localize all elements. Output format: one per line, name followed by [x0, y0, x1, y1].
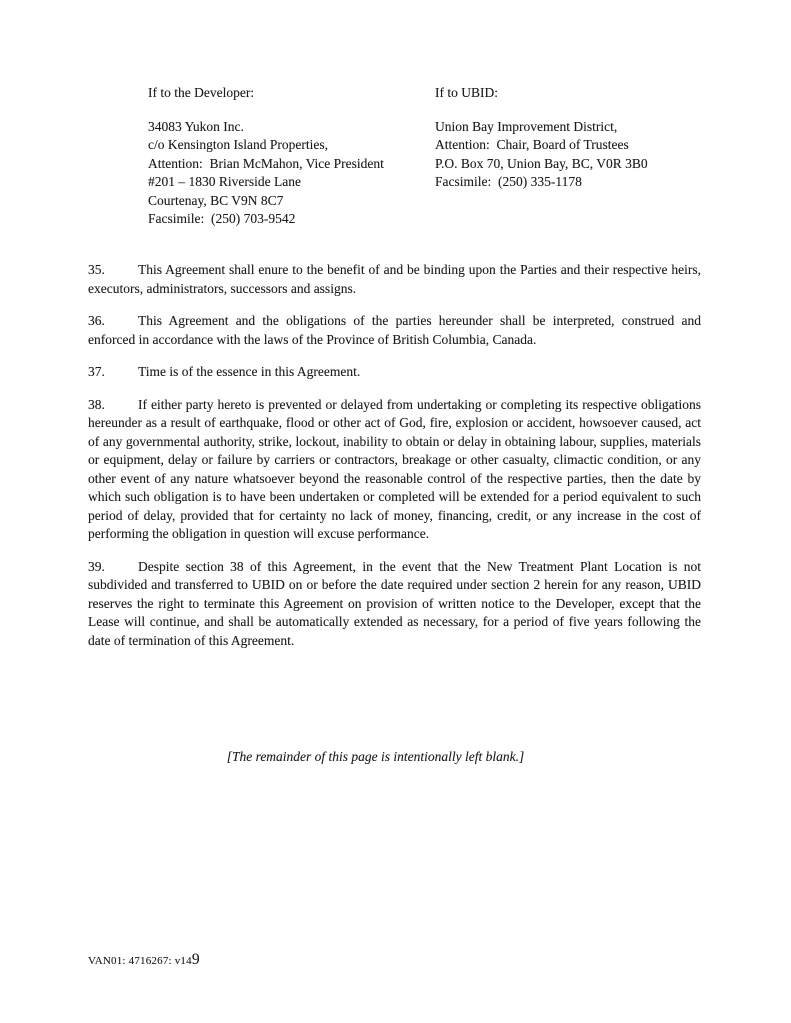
notice-address-block [148, 84, 731, 229]
section-number: 37. [88, 364, 105, 379]
section-paragraph-39 [88, 558, 701, 651]
developer-address-line: c/o Kensington Island Properties, [148, 137, 328, 152]
developer-notice-heading: If to the Developer: [148, 85, 255, 100]
section-paragraph-38 [88, 396, 701, 544]
ubid-address-line: Facsimile: (250) 335-1178 [435, 174, 582, 189]
section-number: 39. [88, 558, 105, 574]
section-text: Despite section 38 of this Agreement, in the event that the New Treatment Plant Location is not subdivided and transferred to UBID on or before the date required under section 2 herein for any reason, UBID reserves the right to terminate this Agreement on provision of written notice to the Developer, except that the Lease will continue, and shall be automatically extended as necessary, for a period of five years following the date of termination of this Agreement. [88, 558, 701, 648]
footer [88, 951, 200, 971]
section-text: This Agreement shall enure to the benefit of and be binding upon the Parties and their respective heirs, executors, administrators, successors and assigns. [88, 262, 701, 296]
page-number: 9 [191, 951, 200, 968]
section-paragraph-35 [88, 261, 701, 298]
developer-address-line: Attention: Brian McMahon, Vice President [148, 155, 384, 171]
developer-notice-column [148, 84, 435, 229]
agreement-sections [88, 261, 701, 664]
developer-address-line: 34083 Yukon Inc. [148, 118, 244, 134]
developer-address-line: Courtenay, BC V9N 8C7 [148, 192, 284, 208]
section-number: 38. [88, 396, 105, 412]
section-paragraph-37 [88, 363, 701, 382]
ubid-notice-heading: If to UBID: [435, 85, 498, 100]
section-number: 35. [88, 262, 105, 277]
developer-address-line: Facsimile: (250) 703-9542 [148, 211, 296, 226]
developer-address-line: #201 – 1830 Riverside Lane [148, 174, 301, 189]
section-text: This Agreement and the obligations of the parties hereunder shall be interpreted, construed and enforced in accordance with the laws of the Province of British Columbia, Canada. [88, 313, 701, 347]
section-text: If either party hereto is prevented or delayed from undertaking or completing its respective obligations hereunder as a result of earthquake, flood or other act of God, fire, explosion or accident, howsoever caused, act of any governmental authority, strike, lockout, inability to obtain or delay in obtaining labour, supplies, materials or equipment, delay or failure by carriers or contractors, breakage or other casualty, climactic condition, or any other event of any nature whatsoever beyond the reasonable control of the respective parties, then the date by which such obligation is to have been undertaken or completed will be extended for a period equivalent to such period of delay, provided that for certainty no lack of money, financing, credit, or any increase in the cost of performing the obligation in question will excuse performance. [88, 396, 701, 541]
section-number: 36. [88, 313, 105, 328]
section-paragraph-36 [88, 312, 701, 349]
section-text: Time is of the essence in this Agreement. [138, 364, 361, 379]
ubid-address-line: P.O. Box 70, Union Bay, BC, V0R 3B0 [435, 155, 648, 171]
ubid-address-line: Attention: Chair, Board of Trustees [435, 137, 629, 152]
ubid-notice-column [435, 84, 731, 229]
ubid-address-line: Union Bay Improvement District, [435, 118, 618, 134]
document-stamp: VAN01: 4716267: v14 [88, 955, 192, 967]
remainder-blank-note: [The remainder of this page is intentionally left blank.] [226, 749, 525, 764]
